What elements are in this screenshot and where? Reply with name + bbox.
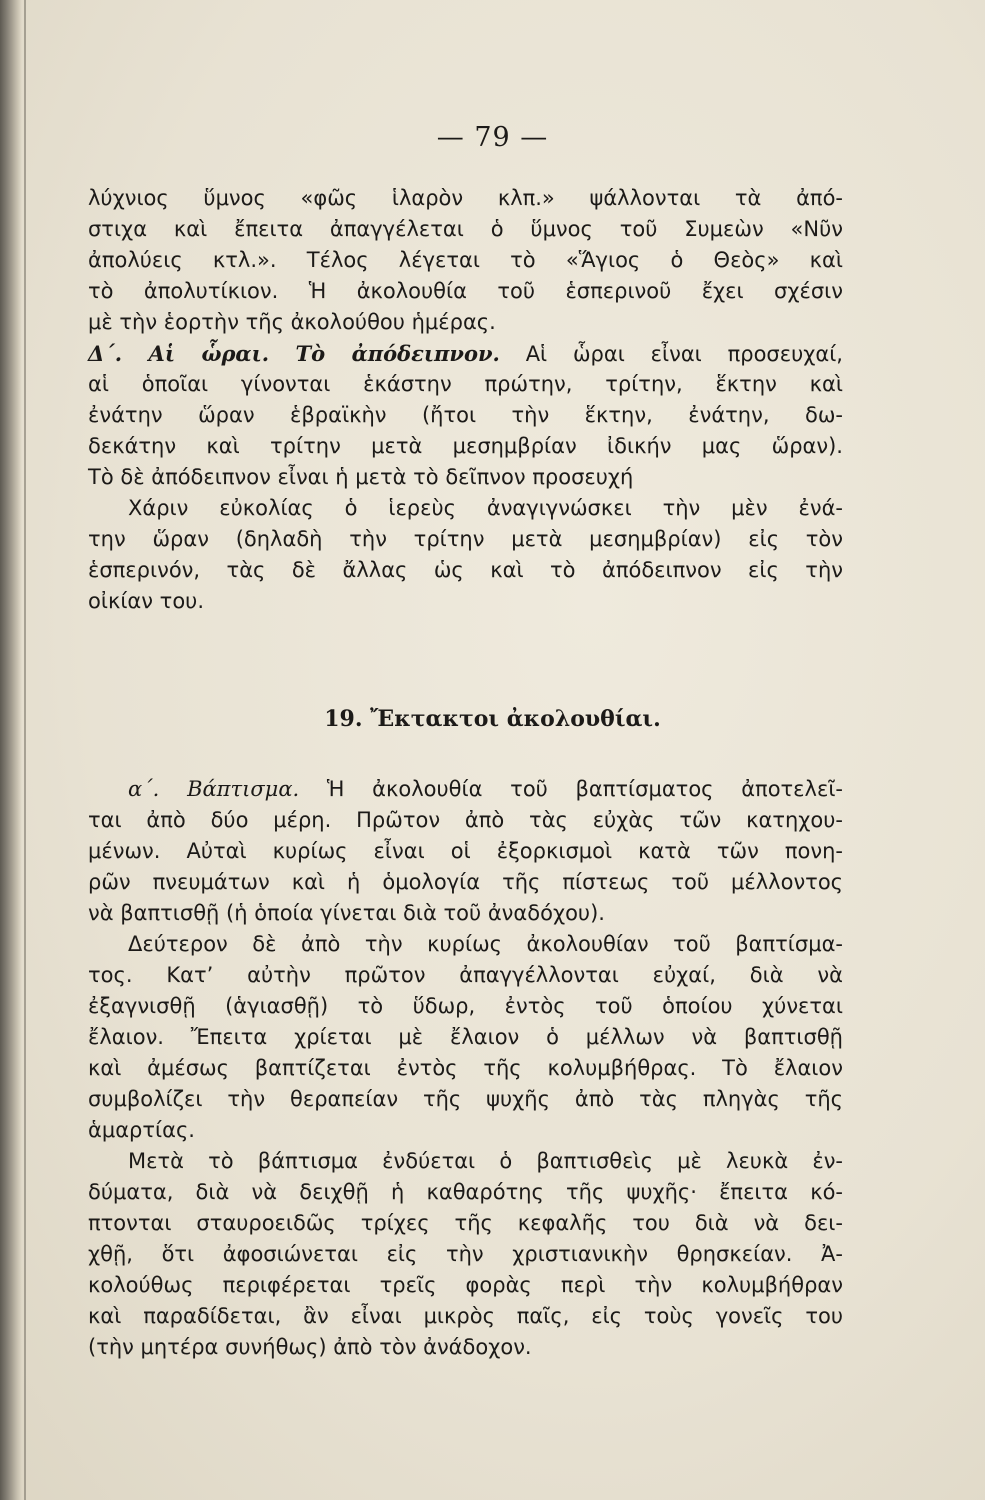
text-line: τὸ ἀπολυτίκιον. Ἡ ἀκολουθία τοῦ ἑσπερινοῦ ἔχει σχέσιν: [88, 279, 843, 303]
section-heading: 19. Ἔκτακτοι ἀκολουθίαι.: [324, 706, 661, 732]
text-line: Τὸ δὲ ἀπόδειπνον εἶναι ἡ μετὰ τὸ δεῖπνον προσευχή: [88, 465, 634, 489]
text-line: πτονται σταυροειδῶς τρίχες τῆς κεφαλῆς του διὰ νὰ δει-: [88, 1211, 843, 1235]
book-binding-shadow: [0, 0, 22, 1500]
text-line: Μετὰ τὸ βάπτισμα ἐνδύεται ὁ βαπτισθεὶς μὲ λευκὰ ἐν-: [128, 1149, 843, 1173]
text-line: Χάριν εὐκολίας ὁ ἱερεὺς ἀναγιγνώσκει τὴν μὲν ἐνά-: [128, 496, 843, 520]
page-number: — 79 —: [436, 122, 549, 153]
paragraph-start-line: [88, 338, 843, 369]
text-line: δεκάτην καὶ τρίτην μετὰ μεσημβρίαν ἰδικήν μας ὥραν).: [88, 434, 843, 458]
text-line: νὰ βαπτισθῇ (ἡ ὁποία γίνεται διὰ τοῦ ἀναδόχου).: [88, 901, 605, 925]
text-line: συμβολίζει τὴν θεραπείαν τῆς ψυχῆς ἀπὸ τὰς πληγὰς τῆς: [88, 1087, 843, 1111]
lower-text-block: [88, 774, 843, 1363]
upper-text-block: [88, 183, 843, 617]
subsection-label: α΄. Βάπτισμα.: [128, 777, 300, 801]
text-line: ται ἀπὸ δύο μέρη. Πρῶτον ἀπὸ τὰς εὐχὰς τῶν κατηχου-: [88, 808, 843, 832]
text-line: οἰκίαν του.: [88, 589, 205, 613]
text-line: καὶ παραδίδεται, ἂν εἶναι μικρὸς παῖς, εἰς τοὺς γονεῖς του: [88, 1304, 843, 1328]
text-line: ἔλαιον. Ἔπειτα χρίεται μὲ ἔλαιον ὁ μέλλων νὰ βαπτισθῇ: [88, 1025, 843, 1049]
text-line: ἁμαρτίας.: [88, 1118, 195, 1142]
text-line: μένων. Αὐταὶ κυρίως εἶναι οἱ ἐξορκισμοὶ κατὰ τῶν πονη-: [88, 839, 843, 863]
text-span: Αἱ ὧραι εἶναι προσευχαί,: [525, 342, 843, 366]
subsection-label: Δ΄. Αἱ ὧραι. Τὸ ἀπόδειπνον.: [88, 341, 500, 366]
text-line: ἐξαγνισθῇ (ἁγιασθῇ) τὸ ὕδωρ, ἐντὸς τοῦ ὁποίου χύνεται: [88, 994, 843, 1018]
text-line: κολούθως περιφέρεται τρεῖς φορὰς περὶ τὴν κολυμβήθραν: [88, 1273, 843, 1297]
text-line: δύματα, διὰ νὰ δειχθῇ ἡ καθαρότης τῆς ψυχῆς· ἔπειτα κό-: [88, 1180, 843, 1204]
text-line: την ὥραν (δηλαδὴ τὴν τρίτην μετὰ μεσημβρίαν) εἰς τὸν: [88, 527, 843, 551]
text-line: ρῶν πνευμάτων καὶ ἡ ὁμολογία τῆς πίστεως τοῦ μέλλοντος: [88, 870, 843, 894]
text-line: ἑσπερινόν, τὰς δὲ ἄλλας ὡς καὶ τὸ ἀπόδειπνον εἰς τὴν: [88, 558, 843, 582]
paragraph-start-line: [88, 774, 843, 805]
text-line: Δεύτερον δὲ ἀπὸ τὴν κυρίως ἀκολουθίαν τοῦ βαπτίσμα-: [128, 932, 843, 956]
text-line: καὶ ἀμέσως βαπτίζεται ἐντὸς τῆς κολυμβήθρας. Τὸ ἔλαιον: [88, 1056, 843, 1080]
text-line: τος. Κατ’ αὐτὴν πρῶτον ἀπαγγέλλονται εὐχαί, διὰ νὰ: [88, 963, 843, 987]
text-line: (τὴν μητέρα συνήθως) ἀπὸ τὸν ἀνάδοχον.: [88, 1335, 532, 1359]
book-binding-edge: [24, 0, 26, 1500]
text-line: αἱ ὁποῖαι γίνονται ἑκάστην πρώτην, τρίτην, ἕκτην καὶ: [88, 372, 843, 396]
text-span: Ἡ ἀκολουθία τοῦ βαπτίσματος ἀποτελεῖ-: [326, 777, 843, 801]
text-line: λύχνιος ὕμνος «φῶς ἱλαρὸν κλπ.» ψάλλονται τὰ ἀπό-: [88, 186, 843, 210]
text-line: χθῇ, ὅτι ἀφοσιώνεται εἰς τὴν χριστιανικὴν θρησκείαν. Ἀ-: [88, 1242, 843, 1266]
text-line: ἀπολύεις κτλ.». Τέλος λέγεται τὸ «Ἅγιος ὁ Θεὸς» καὶ: [88, 248, 843, 272]
text-line: μὲ τὴν ἑορτὴν τῆς ἀκολούθου ἡμέρας.: [88, 310, 496, 334]
text-line: στιχα καὶ ἔπειτα ἀπαγγέλεται ὁ ὕμνος τοῦ Συμεὼν «Νῦν: [88, 217, 843, 241]
text-line: ἐνάτην ὥραν ἑβραϊκὴν (ἤτοι τὴν ἕκτην, ἐνάτην, δω-: [88, 403, 843, 427]
